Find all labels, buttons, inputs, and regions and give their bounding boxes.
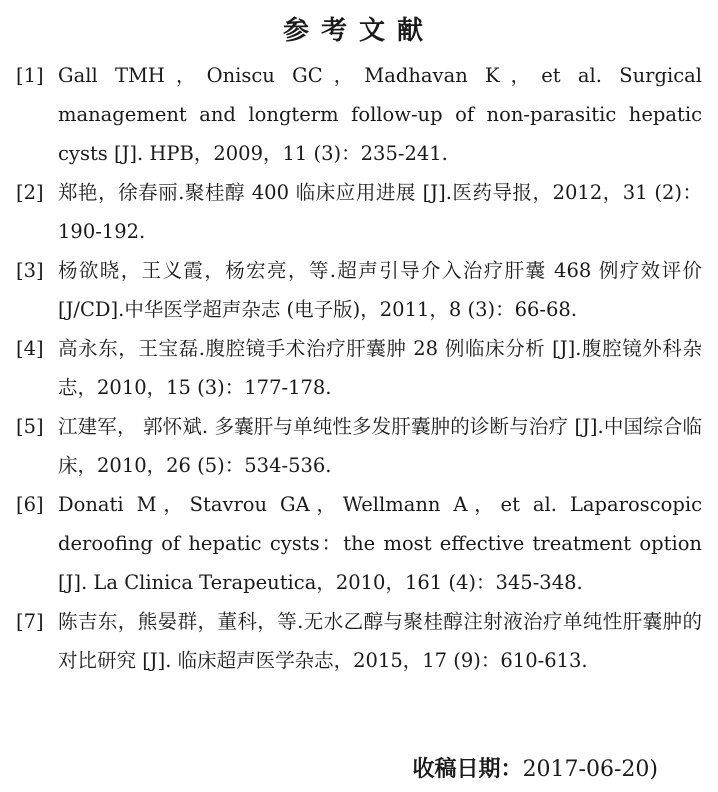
reference-number: [3] — [16, 259, 44, 282]
reference-text: 郑艳，徐春丽.聚桂醇 400 临床应用进展 [J].医药导报，2012，31 (2)：190-192. — [58, 181, 702, 243]
reference-item — [16, 485, 702, 602]
reference-item — [16, 251, 702, 329]
received-date — [413, 752, 658, 783]
reference-text: 杨欲晓，王义霞，杨宏亮，等.超声引导介入治疗肝囊 468 例疗效评价 [J/CD].中华医学超声杂志 (电子版)，2011，8 (3)：66-68. — [58, 259, 702, 321]
reference-number: [4] — [16, 337, 44, 360]
reference-text: 江建军， 郭怀斌. 多囊肝与单纯性多发肝囊肿的诊断与治疗 [J].中国综合临床，2010，26 (5)：534-536. — [58, 415, 702, 477]
page-title: 参考文献 — [282, 16, 435, 46]
received-date-value: 2017-06-20) — [522, 757, 658, 782]
reference-number: [1] — [16, 64, 44, 87]
reference-item — [16, 407, 702, 485]
reference-text: 高永东，王宝磊.腹腔镜手术治疗肝囊肿 28 例临床分析 [J].腹腔镜外科杂志，2010，15 (3)：177-178. — [58, 337, 702, 399]
reference-text: Donati M，Stavrou GA，Wellmann A，et al. Laparoscopic deroofing of hepatic cysts：the most effective treatment option [J]. La Clinica Terapeutica，2010，161 (4)：345-348. — [58, 493, 702, 594]
reference-item — [16, 173, 702, 251]
received-date-label: 收稿日期： — [412, 757, 523, 782]
reference-text: Gall TMH，Oniscu GC，Madhavan K，et al. Surgical management and longterm follow-up of non-parasitic hepatic cysts [J]. HPB，2009，11 (3)：235-241. — [58, 64, 702, 165]
reference-number: [6] — [16, 493, 44, 516]
reference-text: 陈吉东，熊晏群，董科，等.无水乙醇与聚桂醇注射液治疗单纯性肝囊肿的对比研究 [J]. 临床超声医学杂志，2015，17 (9)：610-613. — [58, 610, 702, 672]
reference-item — [16, 329, 702, 407]
reference-number: [2] — [16, 181, 44, 204]
reference-item — [16, 56, 702, 173]
reference-list — [16, 56, 702, 680]
reference-item — [16, 602, 702, 680]
reference-number: [5] — [16, 415, 44, 438]
reference-number: [7] — [16, 610, 44, 633]
